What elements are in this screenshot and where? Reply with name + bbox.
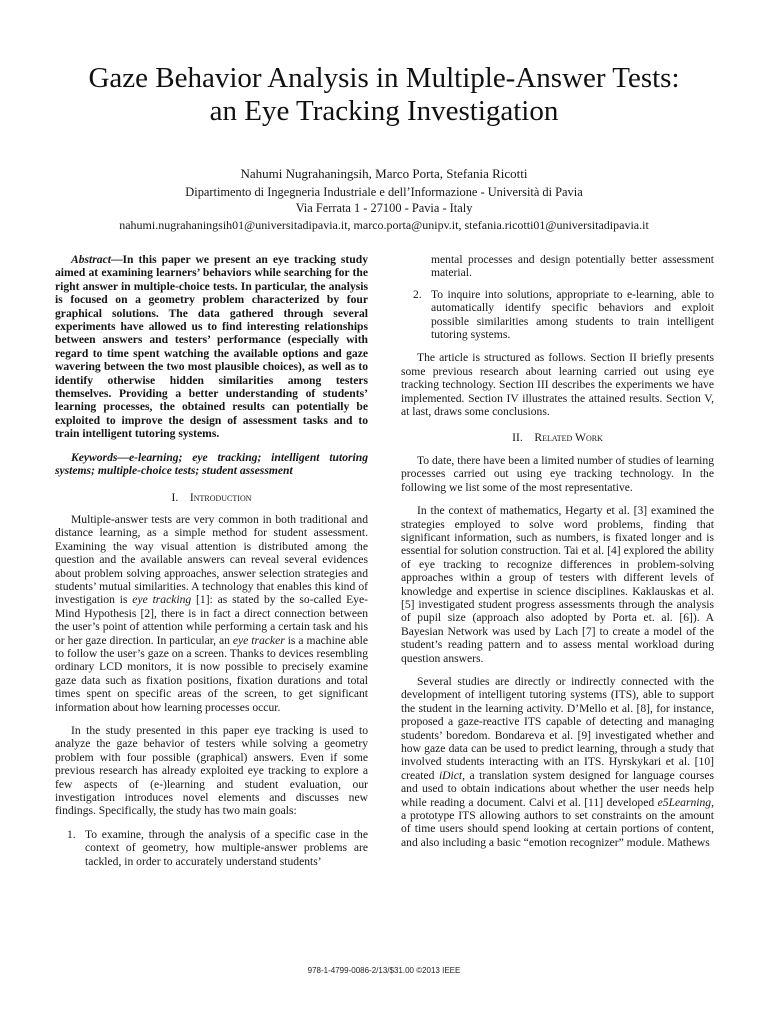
title-line-2: an Eye Tracking Investigation (209, 95, 559, 127)
keywords-text: —e-learning; eye tracking; intelligent tutoring systems; multiple-choice tests; student assessment (55, 450, 368, 478)
author-names: Nahumi Nugrahaningsih, Marco Porta, Stefania Ricotti (240, 166, 528, 181)
goal-number: 1. (67, 827, 76, 841)
goal-item-2 (401, 288, 714, 342)
intro-paragraph-3: The article is structured as follows. Section II briefly presents some previous research about learning carried out using eye tracking technology. Section III describes the experiments we have implemented. Section IV illustrates the attained results. Section V, at last, draws some conclusions. (401, 351, 714, 419)
left-column (55, 253, 368, 878)
section-title: Related Work (534, 431, 603, 445)
abstract (55, 253, 368, 441)
goal-text: To inquire into solutions, appropriate to e-learning, able to automatically identify specific behaviors and exploit possible similarities among students to train intelligent tutoring systems. (431, 287, 714, 342)
text-run: [1]: as stated by the so-called Eye-Mind Hypothesis [2], there is in fact a direct connection between the user’s point of attention while performing a certain task and his or her gaze direction. In particular, an (55, 593, 368, 647)
section-number: I. (171, 490, 179, 504)
keywords (55, 451, 368, 478)
section-heading-related-work (401, 431, 714, 444)
intro-paragraph-2: In the study presented in this paper eye tracking is used to analyze the gaze behavior of testers while solving a geometry problem with four possible (graphical) answers. Even if some previous research has already exploited eye tracking to explore a few aspects of (e-)learning and student evaluation, our investigation introduces novel elements and discusses new findings. Specifically, the study has two main goals: (55, 724, 368, 818)
section-title: Introduction (189, 490, 252, 504)
related-paragraph-2: In the context of mathematics, Hegarty et al. [3] examined the strategies employed to solve word problems, finding that significant information, such as numbers, is fixated longer and is essential for solution construction. Tai et al. [4] explored the ability of eye tracking to recognize differences in problem-solving approaches within a group of testers with different levels of knowledge and expertise in science disciplines. Kaklauskas et al. [5] investigated student progress assessments through the analysis of pupil size (approach also adopted by Porta et. al. [6]). A Bayesian Network was used by Lach [7] to create a model of the student’s reading pattern and to assess mental workload during question answers. (401, 504, 714, 665)
abstract-lead: Abstract (71, 253, 111, 266)
author-block (0, 166, 768, 233)
text-run: is a machine able to follow the user’s gaze on a screen. Thanks to devices resembling ordinary LCD monitors, it is now possible to precisely examine gaze data such as fixation positions, fixation durations and total times spent on specific areas of the screen, to get significant information about how learning processes occur. (55, 633, 368, 714)
goal-item-1 (55, 828, 368, 868)
related-paragraph-1: To date, there have been a limited number of studies of learning processes carried out using eye tracking technology. In the following we list some of the most representative. (401, 453, 714, 494)
text-run: Multiple-answer tests are very common in both traditional and distance learning, as a simple method for student assessment. Examining the way visual attention is distributed among the question and the available answers can reveal several evidences about problem solving approaches, answer selection strategies and students’ mutual similarities. A technology that enables this kind of investigation is (55, 512, 368, 607)
emphasis-eye-tracking: eye tracking (132, 593, 192, 607)
intro-paragraph-1 (55, 513, 368, 714)
goal-item-1-continued: mental processes and design potentially better assessment material. (431, 253, 714, 280)
address: Via Ferrata 1 - 27100 - Pavia - Italy (295, 201, 473, 215)
related-paragraph-3 (401, 675, 714, 849)
keywords-lead: Keywords (71, 450, 118, 464)
section-heading-introduction (55, 491, 368, 504)
emphasis-idict: iDict (438, 768, 463, 782)
abstract-text: —In this paper we present an eye tracking study aimed at examining learners’ behaviors while searching for the right answer in multiple-choice tests. In particular, the analysis is focused on a geometry problem characterized by four graphical solutions. The data gathered through several experiments have allowed us to find interesting relationships between answers and testers’ performance (especially with regard to time spent watching the available options and gaze wavering between the two most plausible choices), as well as to identify otherwise hidden similarities among testers themselves. Providing a better understanding of students’ learning processes, the obtained results can potentially be exploited to improve the design of assessment tasks and to train intelligent tutoring systems. (55, 253, 368, 441)
text-run: Several studies are directly or indirectly connected with the development of intelligent tutoring systems (ITS), able to support the student in the learning activity. D’Mello et al. [8], for instance, proposed a gaze-reactive ITS capable of detecting and managing students’ boredom. Bondareva et al. [9] investigated whether and how gaze data can be used to predict learning, through a study that involved students interacting with an ITS. Hyrskykari et al. [10] created (401, 674, 714, 782)
text-run: , a translation system designed for language courses and used to obtain indications about whether the user needs help while reading a document. Calvi et al. [11] developed (401, 768, 714, 809)
text-run: , a prototype ITS allowing authors to set constraints on the amount of time users should spend looking at certain portions of content, and also including a basic “emotion recognizer” module. Mathews (401, 795, 714, 849)
section-number: II. (512, 431, 523, 445)
goal-number: 2. (413, 287, 422, 301)
emphasis-e5learning: e5Learning (657, 795, 712, 809)
goal-text: To examine, through the analysis of a specific case in the context of geometry, how multiple-answer problems are tackled, in order to accurately understand students’ (85, 827, 368, 868)
right-column (401, 253, 714, 859)
affiliation: Dipartimento di Ingegneria Industriale e dell’Informazione - Università di Pavia (185, 184, 583, 199)
author-emails: nahumi.nugrahaningsih01@universitadipavia.it, marco.porta@unipv.it, stefania.ricotti01@universitadipavia.it (119, 217, 649, 232)
emphasis-eye-tracker: eye tracker (232, 633, 285, 647)
title-line-1: Gaze Behavior Analysis in Multiple-Answer Tests: (88, 62, 680, 94)
copyright-footer: 978-1-4799-0086-2/13/$31.00 ©2013 IEEE (307, 966, 461, 975)
paper-title (40, 62, 728, 128)
